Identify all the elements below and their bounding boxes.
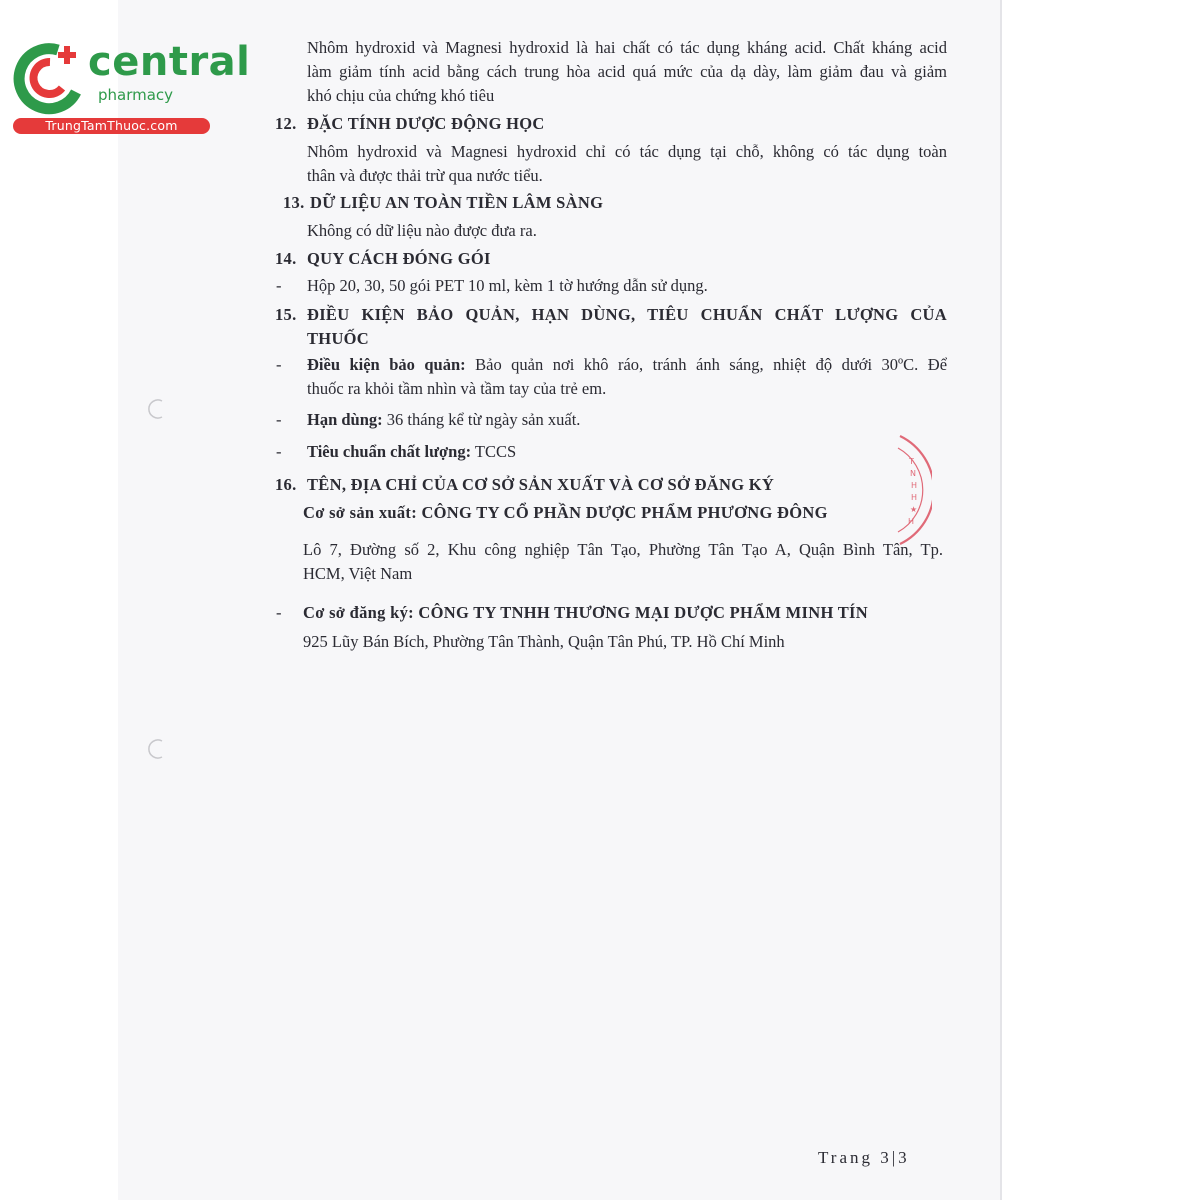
registrant-address: 925 Lũy Bán Bích, Phường Tân Thành, Quận Tân Phú, TP. Hồ Chí Minh: [303, 632, 785, 651]
storage-text-2: thuốc ra khỏi tầm nhìn và tầm tay của trẻ em.: [307, 379, 607, 398]
svg-text:N: N: [910, 469, 916, 478]
expiry-line: [307, 408, 580, 432]
section-12-line-2: thân và được thải trừ qua nước tiểu.: [307, 166, 543, 185]
storage-label: Điều kiện bảo quản:: [307, 355, 466, 374]
svg-text:H: H: [911, 493, 918, 502]
bullet-dash: -: [276, 603, 282, 622]
page-edge: [1000, 0, 1002, 1200]
registrant-line: [303, 601, 868, 625]
section-13-number: 13.: [283, 193, 305, 212]
punch-hole-icon: [148, 738, 166, 760]
section-14-item-1: Hộp 20, 30, 50 gói PET 10 ml, kèm 1 tờ hướng dẫn sử dụng.: [307, 276, 708, 295]
quality-label: Tiêu chuẩn chất lượng:: [307, 442, 472, 461]
svg-text:H: H: [908, 517, 915, 526]
logo-website-badge[interactable]: TrungTamThuoc.com: [13, 118, 210, 134]
svg-text:★: ★: [910, 505, 918, 514]
expiry-text: 36 tháng kể từ ngày sản xuất.: [386, 410, 581, 429]
company-stamp-icon: [896, 434, 932, 546]
manufacturer-name: CÔNG TY CỔ PHẦN DƯỢC PHẨM PHƯƠNG ĐÔNG: [421, 503, 828, 522]
manufacturer-line: [303, 501, 828, 525]
bullet-dash: -: [276, 410, 282, 429]
bullet-dash: -: [276, 442, 282, 461]
logo-tagline: pharmacy: [98, 86, 174, 104]
section-13-line-1: Không có dữ liệu nào được đưa ra.: [307, 221, 537, 240]
svg-text:T: T: [909, 457, 914, 466]
section-12-title: ĐẶC TÍNH DƯỢC ĐỘNG HỌC: [307, 114, 545, 133]
section-12-line-1: Nhôm hydroxid và Magnesi hydroxid chỉ có tác dụng tại chỗ, không có tác dụng toàn: [307, 142, 947, 161]
section-13-title: DỮ LIỆU AN TOÀN TIỀN LÂM SÀNG: [310, 193, 604, 212]
page-number: Trang 3|3: [818, 1148, 910, 1167]
cross-c-logo-icon: [10, 36, 90, 116]
manufacturer-address-line-1: Lô 7, Đường số 2, Khu công nghiệp Tân Tạo, Phường Tân Tạo A, Quận Bình Tân, Tp.: [303, 540, 943, 559]
section-15-title-line-2: THUỐC: [307, 329, 370, 348]
manufacturer-address-line-2: HCM, Việt Nam: [303, 564, 413, 583]
bullet-dash: -: [276, 355, 282, 374]
quality-text: TCCS: [474, 442, 517, 461]
section-15-title-line-1: ĐIỀU KIỆN BẢO QUẢN, HẠN DÙNG, TIÊU CHUẨN CHẤT LƯỢNG CỦA: [307, 305, 947, 324]
section-12-number: 12.: [275, 114, 297, 133]
section-16-title: TÊN, ĐỊA CHỈ CỦA CƠ SỞ SẢN XUẤT VÀ CƠ SỞ ĐĂNG KÝ: [307, 475, 775, 494]
storage-line-1: [307, 353, 947, 377]
svg-text:H: H: [911, 481, 918, 490]
section-14-number: 14.: [275, 249, 297, 268]
intro-line-3: khó chịu của chứng khó tiêu: [307, 86, 495, 105]
registrant-name: CÔNG TY TNHH THƯƠNG MẠI DƯỢC PHẨM MINH TÍN: [418, 603, 868, 622]
punch-hole-icon: [148, 398, 166, 420]
quality-line: [307, 440, 516, 464]
document-page: [118, 0, 1000, 1200]
bullet-dash: -: [276, 276, 282, 295]
expiry-label: Hạn dùng:: [307, 410, 383, 429]
central-pharmacy-logo[interactable]: [10, 36, 251, 136]
intro-line-2: làm giảm tính acid bằng cách trung hòa acid quá mức của dạ dày, làm giảm đau và giảm: [307, 62, 947, 81]
section-14-title: QUY CÁCH ĐÓNG GÓI: [307, 249, 491, 268]
registrant-label: Cơ sở đăng ký:: [303, 603, 414, 622]
intro-line-1: Nhôm hydroxid và Magnesi hydroxid là hai chất có tác dụng kháng acid. Chất kháng acid: [307, 38, 947, 57]
logo-name: central: [88, 39, 251, 85]
storage-text-1: Bảo quản nơi khô ráo, tránh ánh sáng, nhiệt độ dưới 30ºC. Để: [475, 355, 948, 374]
section-15-number: 15.: [275, 305, 297, 324]
section-16-number: 16.: [275, 475, 297, 494]
manufacturer-label: Cơ sở sản xuất:: [303, 503, 417, 522]
